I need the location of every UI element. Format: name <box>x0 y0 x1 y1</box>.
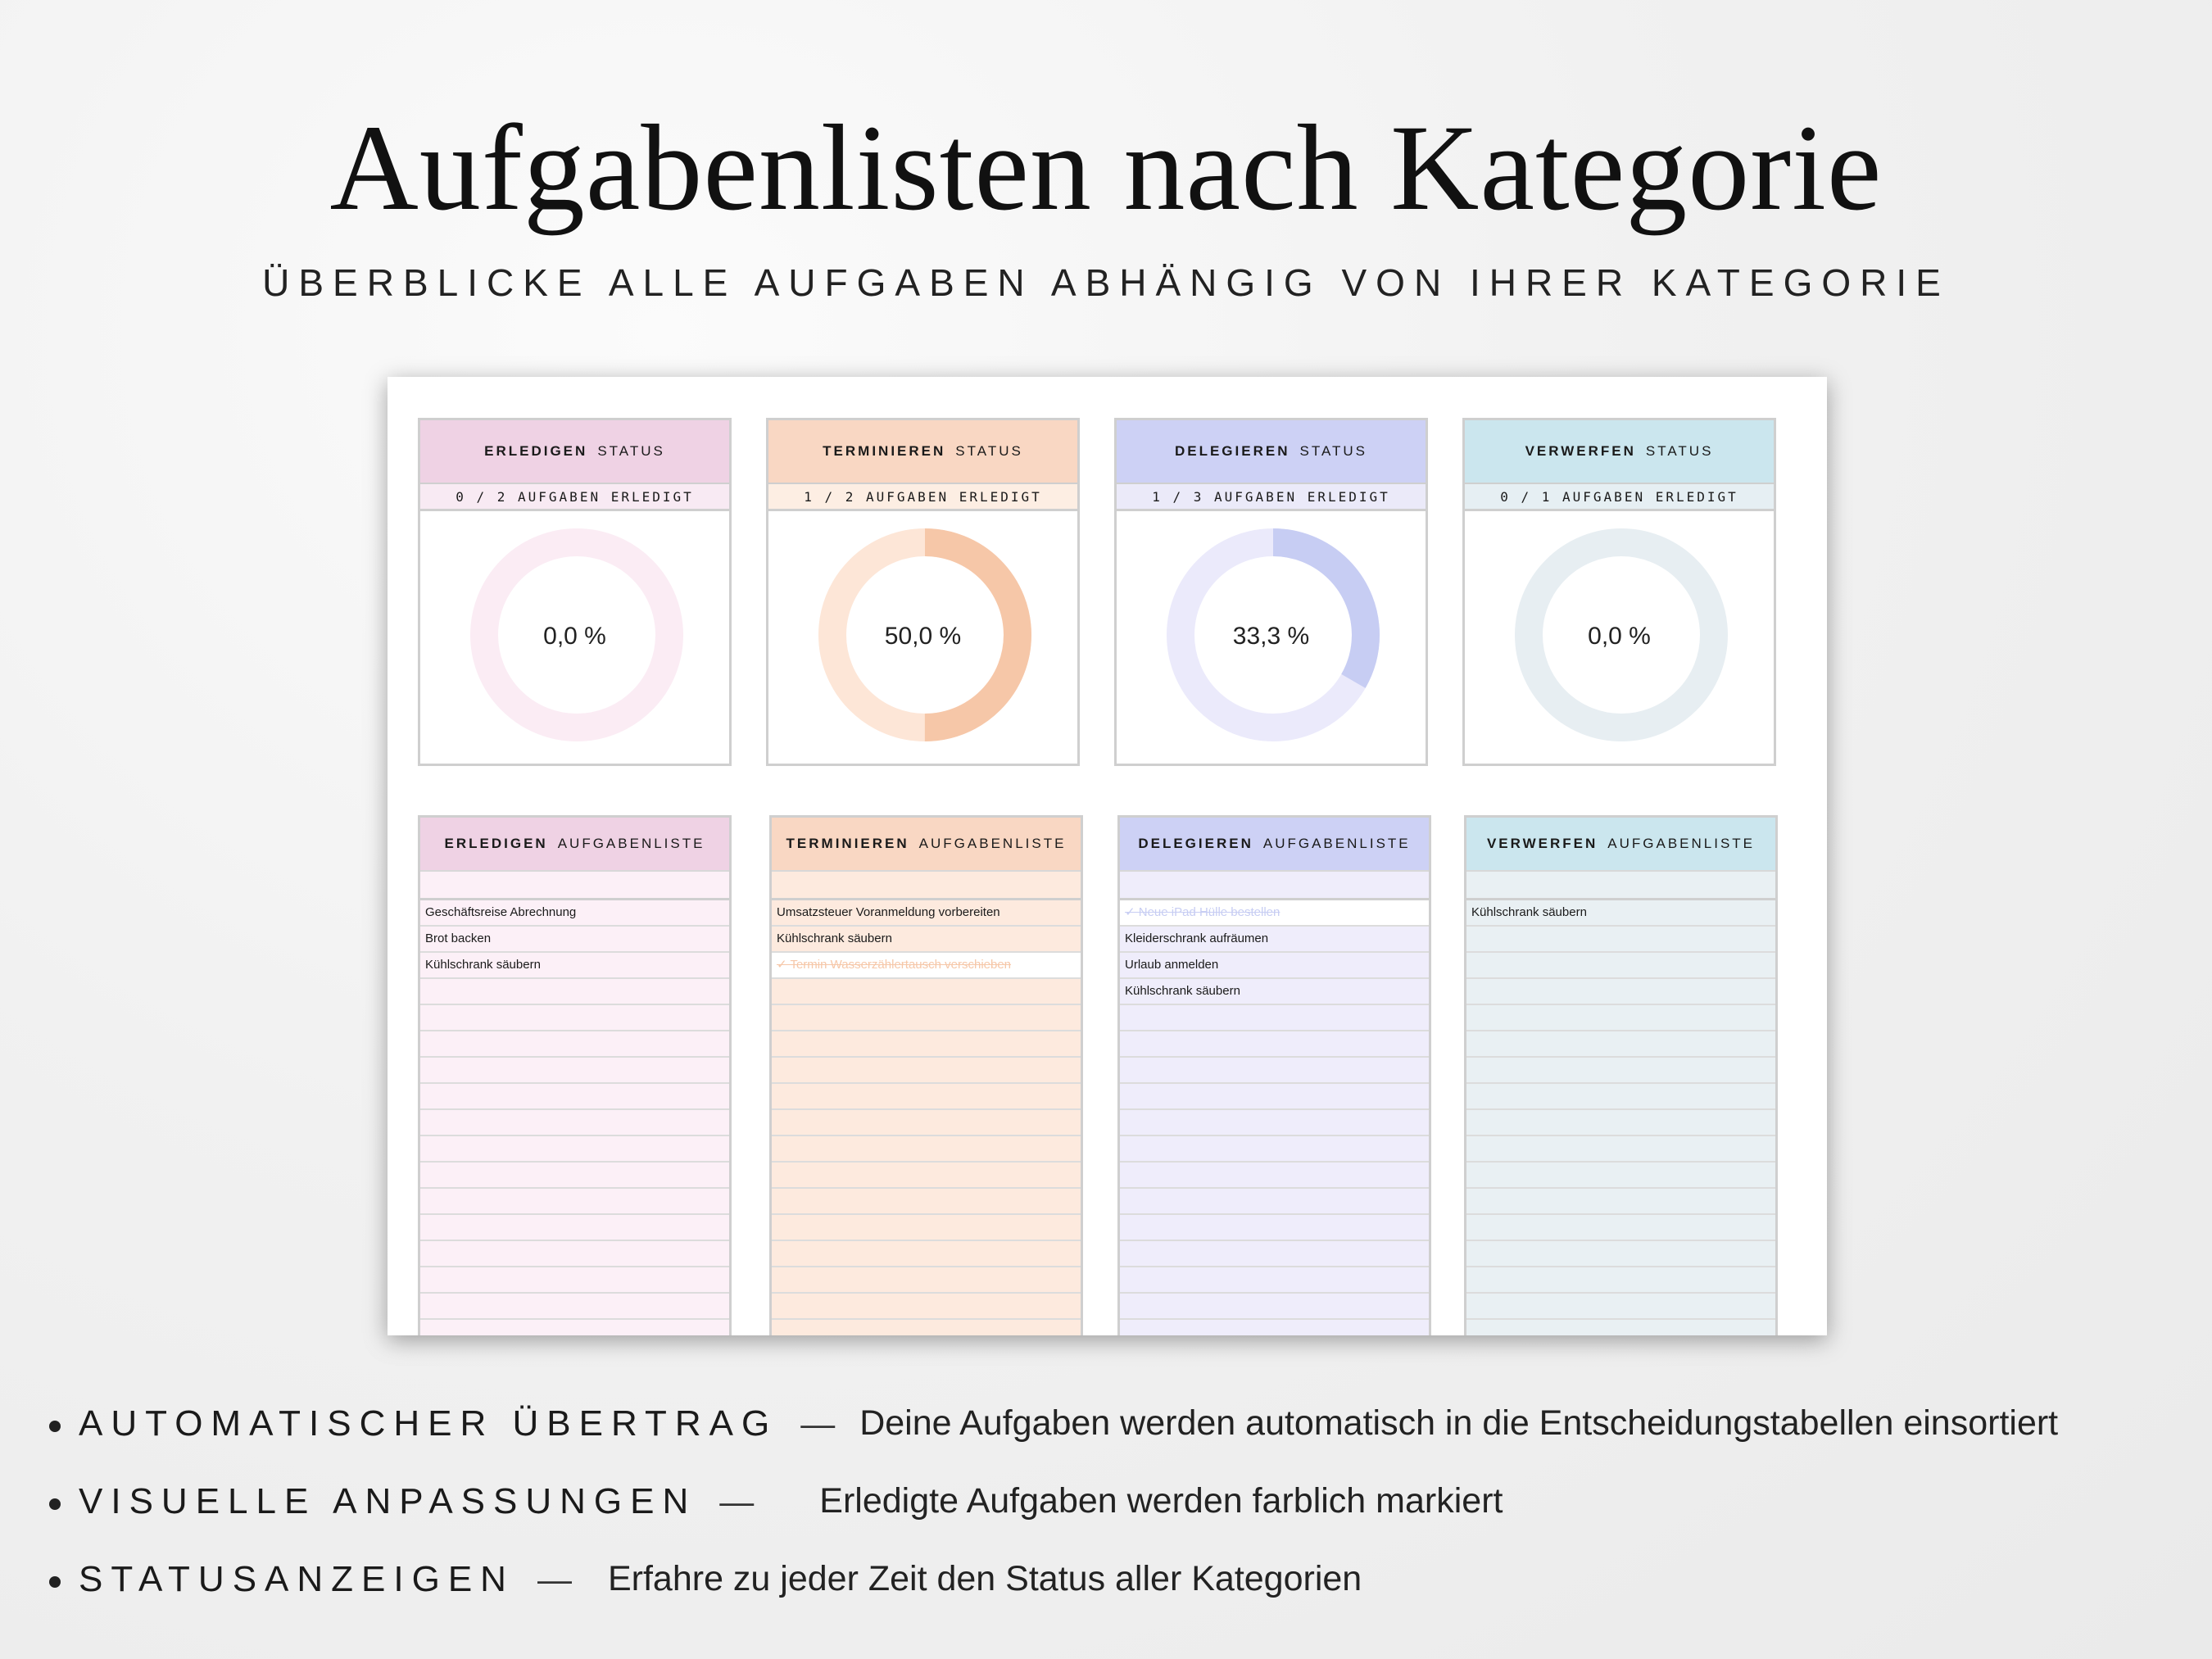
category-name: TERMINIEREN <box>786 836 909 851</box>
task-row[interactable] <box>1120 1005 1429 1031</box>
category-name: VERWERFEN <box>1525 443 1636 459</box>
task-row[interactable] <box>1120 1241 1429 1267</box>
task-row[interactable] <box>420 1189 729 1215</box>
task-row[interactable] <box>772 1163 1081 1189</box>
task-list-header <box>1120 818 1429 872</box>
task-row[interactable] <box>420 1136 729 1163</box>
task-row[interactable] <box>772 1005 1081 1031</box>
spreadsheet-preview <box>388 377 1827 1335</box>
tasks-done-count: 0 / 1 AUFGABEN ERLEDIGT <box>1465 483 1774 511</box>
task-row[interactable] <box>1120 1163 1429 1189</box>
task-row[interactable] <box>1466 1294 1775 1320</box>
task-row[interactable] <box>1466 979 1775 1005</box>
task-list-terminieren <box>769 815 1083 1335</box>
list-word: AUFGABENLISTE <box>1607 836 1756 851</box>
category-name: ERLEDIGEN <box>444 836 548 851</box>
task-row[interactable] <box>420 1294 729 1320</box>
task-row[interactable] <box>1466 953 1775 979</box>
feature-title: VISUELLE ANPASSUNGEN <box>79 1480 697 1521</box>
task-row[interactable] <box>772 1031 1081 1058</box>
task-row[interactable]: Kühlschrank säubern <box>772 927 1081 953</box>
task-row[interactable] <box>772 1267 1081 1294</box>
task-row[interactable] <box>1120 1189 1429 1215</box>
task-row[interactable] <box>772 1320 1081 1335</box>
task-row[interactable] <box>1120 1320 1429 1335</box>
task-row[interactable] <box>1120 1084 1429 1110</box>
category-name: ERLEDIGEN <box>484 443 588 459</box>
percent-label: 50,0 % <box>884 622 962 650</box>
percent-label: 33,3 % <box>1232 622 1310 650</box>
task-row[interactable] <box>1466 1320 1775 1335</box>
feature-list <box>49 1385 2179 1618</box>
task-row[interactable] <box>420 1267 729 1294</box>
list-word: AUFGABENLISTE <box>1262 836 1411 851</box>
task-row[interactable] <box>420 1163 729 1189</box>
bullet-icon <box>49 1576 61 1588</box>
task-row[interactable]: Kleiderschrank aufräumen <box>1120 927 1429 953</box>
task-row[interactable] <box>772 1110 1081 1136</box>
status-card-header <box>768 420 1077 483</box>
tasks-done-count: 1 / 2 AUFGABEN ERLEDIGT <box>768 483 1077 511</box>
list-word: AUFGABENLISTE <box>918 836 1067 851</box>
progress-donut <box>1117 511 1426 761</box>
task-row[interactable] <box>1466 1031 1775 1058</box>
task-row[interactable] <box>1466 1005 1775 1031</box>
task-list-input-row[interactable] <box>420 872 729 900</box>
task-row[interactable] <box>1466 927 1775 953</box>
feature-text: Erfahre zu jeder Zeit den Status aller Kategorien <box>607 1559 1362 1598</box>
task-row[interactable] <box>1466 1189 1775 1215</box>
task-list-erledigen <box>418 815 732 1335</box>
task-row[interactable] <box>772 1084 1081 1110</box>
feature-text: Deine Aufgaben werden automatisch in die Entscheidungstabellen einsortiert <box>859 1403 2059 1443</box>
task-list-input-row[interactable] <box>1466 872 1775 900</box>
task-rows <box>772 900 1081 1335</box>
task-list-header <box>772 818 1081 872</box>
progress-donut <box>1465 511 1774 761</box>
task-rows <box>1120 900 1429 1335</box>
feature-dash: — <box>719 1481 755 1521</box>
task-row[interactable] <box>420 1215 729 1241</box>
task-row[interactable] <box>1120 1294 1429 1320</box>
task-row[interactable] <box>1120 1110 1429 1136</box>
task-row[interactable] <box>420 1031 729 1058</box>
task-row[interactable]: Brot backen <box>420 927 729 953</box>
task-list-header <box>1466 818 1775 872</box>
progress-donut <box>768 511 1077 761</box>
status-word: STATUS <box>955 443 1023 459</box>
tasks-done-count: 0 / 2 AUFGABEN ERLEDIGT <box>420 483 729 511</box>
task-list-verwerfen <box>1464 815 1778 1335</box>
task-row[interactable]: Umsatzsteuer Voranmeldung vorbereiten <box>772 900 1081 927</box>
task-row[interactable] <box>1120 1058 1429 1084</box>
task-row[interactable] <box>772 1189 1081 1215</box>
task-list-delegieren <box>1117 815 1431 1335</box>
status-card-header <box>420 420 729 483</box>
task-row[interactable] <box>772 1058 1081 1084</box>
feature-text: Erledigte Aufgaben werden farblich markiert <box>819 1481 1503 1521</box>
task-row[interactable] <box>420 1058 729 1084</box>
task-row[interactable] <box>772 1241 1081 1267</box>
task-row[interactable]: ✓ Neue iPad Hülle bestellen <box>1120 900 1429 927</box>
task-rows <box>420 900 729 1335</box>
page-title: Aufgabenlisten nach Kategorie <box>329 100 1883 236</box>
task-row[interactable] <box>772 1136 1081 1163</box>
category-name: TERMINIEREN <box>823 443 946 459</box>
task-row[interactable] <box>772 1215 1081 1241</box>
category-name: VERWERFEN <box>1486 836 1598 851</box>
task-row[interactable]: Kühlschrank säubern <box>1466 900 1775 927</box>
status-card-verwerfen <box>1462 418 1776 766</box>
task-row[interactable] <box>1466 1267 1775 1294</box>
feature-item <box>49 1462 2179 1540</box>
status-card-header <box>1465 420 1774 483</box>
task-row[interactable] <box>1120 1215 1429 1241</box>
task-row[interactable] <box>420 1005 729 1031</box>
task-row[interactable] <box>1466 1084 1775 1110</box>
task-row[interactable]: Geschäftsreise Abrechnung <box>420 900 729 927</box>
feature-item <box>49 1540 2179 1618</box>
feature-dash: — <box>800 1403 836 1443</box>
task-row[interactable] <box>1466 1163 1775 1189</box>
task-row[interactable] <box>1466 1241 1775 1267</box>
status-word: STATUS <box>1299 443 1368 459</box>
task-row[interactable] <box>420 1320 729 1335</box>
tasks-done-count: 1 / 3 AUFGABEN ERLEDIGT <box>1117 483 1426 511</box>
task-row[interactable]: Kühlschrank säubern <box>1120 979 1429 1005</box>
feature-title: AUTOMATISCHER ÜBERTRAG <box>79 1403 778 1444</box>
task-list-input-row[interactable] <box>1120 872 1429 900</box>
progress-donut <box>420 511 729 761</box>
status-word: STATUS <box>597 443 665 459</box>
category-name: DELEGIEREN <box>1174 443 1290 459</box>
task-list-input-row[interactable] <box>772 872 1081 900</box>
status-card-erledigen <box>418 418 732 766</box>
task-row[interactable] <box>1466 1215 1775 1241</box>
list-word: AUFGABENLISTE <box>557 836 705 851</box>
task-row[interactable] <box>772 1294 1081 1320</box>
status-card-header <box>1117 420 1426 483</box>
bullet-icon <box>49 1498 61 1510</box>
feature-title: STATUSANZEIGEN <box>79 1558 514 1599</box>
task-list-header <box>420 818 729 872</box>
task-row[interactable] <box>420 1241 729 1267</box>
percent-label: 0,0 % <box>1588 622 1651 650</box>
status-word: STATUS <box>1645 443 1714 459</box>
feature-dash: — <box>537 1559 572 1598</box>
page-subtitle: ÜBERBLICKE ALLE AUFGABEN ABHÄNGIG VON IHRER KATEGORIE <box>262 261 1950 304</box>
category-name: DELEGIEREN <box>1138 836 1253 851</box>
feature-item <box>49 1385 2179 1462</box>
status-card-terminieren <box>766 418 1080 766</box>
task-row[interactable] <box>420 1110 729 1136</box>
task-row[interactable] <box>1120 1267 1429 1294</box>
task-row[interactable] <box>772 979 1081 1005</box>
task-row[interactable] <box>1466 1058 1775 1084</box>
task-row[interactable] <box>1466 1136 1775 1163</box>
task-row[interactable] <box>1120 1031 1429 1058</box>
task-row[interactable]: Urlaub anmelden <box>1120 953 1429 979</box>
status-card-delegieren <box>1114 418 1428 766</box>
task-row[interactable] <box>420 979 729 1005</box>
bullet-icon <box>49 1421 61 1432</box>
task-row[interactable] <box>420 1084 729 1110</box>
task-rows <box>1466 900 1775 1335</box>
task-row[interactable] <box>1466 1110 1775 1136</box>
percent-label: 0,0 % <box>543 622 606 650</box>
task-row[interactable]: Kühlschrank säubern <box>420 953 729 979</box>
task-row[interactable]: ✓ Termin Wasserzählertausch verschieben <box>772 953 1081 979</box>
task-row[interactable] <box>1120 1136 1429 1163</box>
